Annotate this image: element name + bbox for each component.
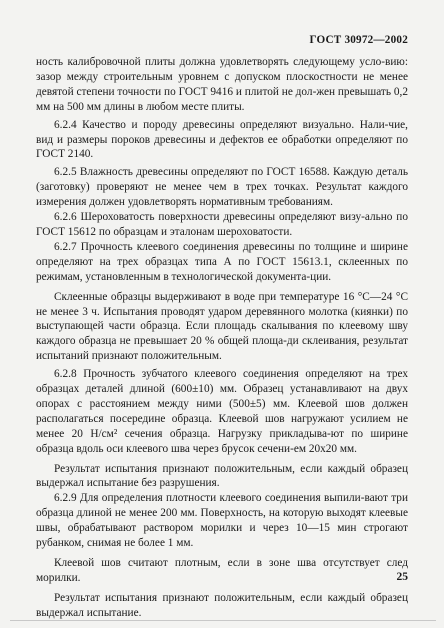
paragraph-6-2-8: 6.2.8 Прочность зубчатого клеевого соединения определяют на трех образцах деталей длиной (600±10) мм. Образец устанавливают на двух опорах с расстоянием между ними (500±5) мм. Клеевой шов должен располагаться посередине образца. Клеевой шов нагружают усилием не менее 20 Н/см² сечения образца. Нагрузку прикладыва-ют по ширине образца вдоль оси клеевого шва через брусок сечени-ем 20х20 мм. [36, 368, 408, 455]
page-number: 25 [396, 571, 408, 583]
paragraph-seam-density: Клеевой шов считают плотным, если в зоне шва отсутствует след морилки. [36, 557, 408, 584]
body-text [36, 55, 408, 621]
paragraph-soak-test: Склеенные образцы выдерживают в воде при температуре 16 °С—24 °С не менее 3 ч. Испытания проводят ударом деревянного молотка (киянки) по выступающей части образца. Если площадь скалывания по клеевому шву каждого образца не превышает 20 % общей площа-ди склеивания, результат испытаний признают положительным. [36, 290, 408, 363]
paragraph-result-1: Результат испытания признают положительным, если каждый образец выдержал испытание без разрушения. [36, 462, 408, 490]
paragraph-6-2-5: 6.2.5 Влажность древесины определяют по ГОСТ 16588. Каждую деталь (заготовку) проверяют не менее чем в трех точках. Результат каждого измерения должен удовлетворять нормативным требованиям. [36, 166, 408, 209]
paragraph-6-2-9: 6.2.9 Для определения плотности клеевого соединения выпили-вают три образца длиной не менее 200 мм. Поверхность, на которую выходят клеевые швы, обрабатывают раствором морилки и через 10—15 мин строгают рубанком, снимая не более 1 мм. [36, 492, 408, 550]
paragraph-6-2-4: 6.2.4 Качество и породу древесины определяют визуально. Нали-чие, вид и размеры пороков древесины и дефектов ее обработки определяют по ГОСТ 2140. [36, 118, 408, 161]
paragraph-continuation: ность калибровочной плиты должна удовлетворять следующему усло-вию: зазор между строительным уровнем с допуском плоскостности не менее девятой степени точности по ГОСТ 9416 и плитой не дол-жен превышать 0,2 мм на 500 мм длины в любом месте плиты. [36, 56, 408, 113]
page-edge-divider [10, 620, 436, 621]
paragraph-result-2: Результат испытания признают положительным, если каждый образец выдержал испытание. [36, 591, 408, 619]
paragraph-6-2-6: 6.2.6 Шероховатость поверхности древесины определяют визу-ально по ГОСТ 15612 по образцам и эталонам шероховатости. [36, 211, 408, 238]
paragraph-6-2-7: 6.2.7 Прочность клеевого соединения древесины по толщине и ширине определяют на трех образцах типа А по ГОСТ 15613.1, склеенных по режимам, установленным в технологической документа-ции. [36, 240, 408, 283]
document-header: ГОСТ 30972—2002 [309, 34, 408, 46]
